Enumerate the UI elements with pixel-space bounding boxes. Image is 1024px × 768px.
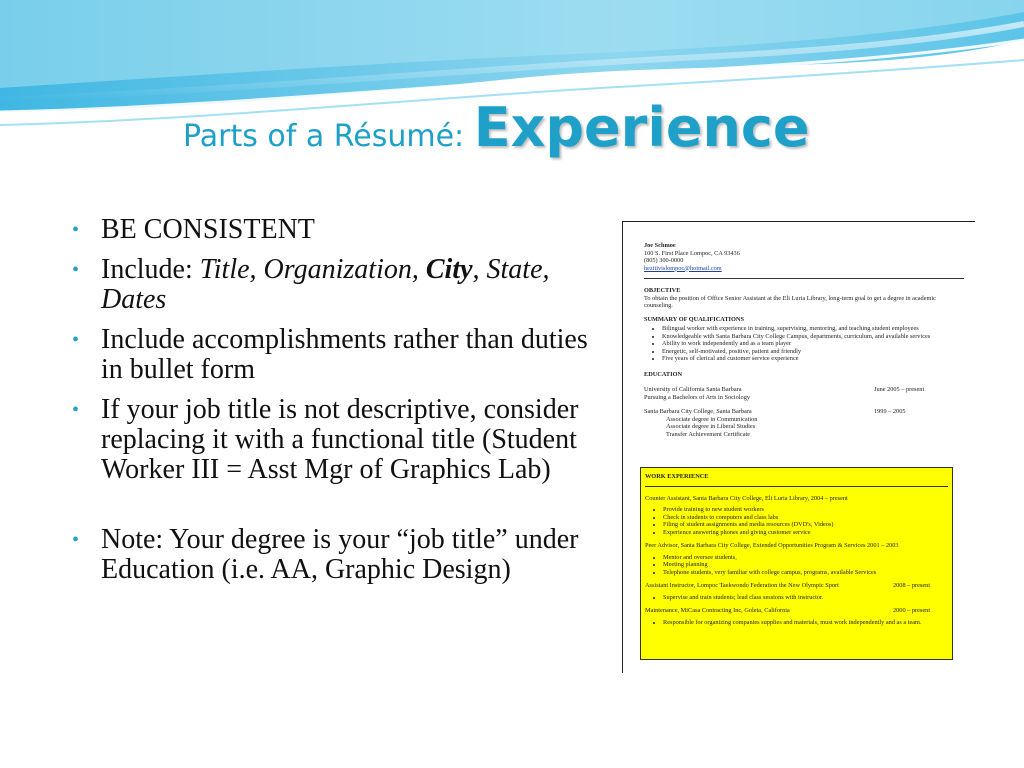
title-prefix: Parts of a Résumé: — [183, 119, 474, 154]
resume-divider — [644, 278, 964, 279]
list-item: • Provide training to new student workers — [663, 506, 948, 514]
bullet-italic-2: , State, Dates — [101, 254, 550, 315]
job1-title: Counter Assistant, Santa Barbara City College, Eli Luria Library, 2004 – present — [645, 494, 848, 502]
list-item: • Responsible for organizing companies supplies and materials, must work independently and as a team. — [663, 619, 948, 627]
bullet-text: If your job title is not descriptive, consider replacing it with a functional title (Student Worker III = Asst Mgr of Graphics Lab) — [101, 394, 579, 485]
job4-dates: 2000 – present — [893, 607, 931, 614]
list-item: • Ability to work independently and as a team player — [662, 340, 964, 348]
bullet-item — [72, 215, 612, 245]
bullet-text: Include accomplishments rather than duties in bullet form — [101, 324, 588, 385]
education-heading: EDUCATION — [644, 370, 683, 378]
work-heading: WORK EXPERIENCE — [645, 473, 948, 487]
bullet-glyph: • — [72, 329, 80, 351]
resume-phone: (805) 300-0000 — [644, 257, 684, 264]
list-item: • Filing of student assignments and media resources (DVD's, Videos) — [663, 521, 948, 529]
summary-heading: SUMMARY OF QUALIFICATIONS — [644, 315, 744, 323]
slide-title — [183, 96, 810, 159]
education-entry-1 — [644, 386, 964, 394]
job4-header — [645, 607, 948, 615]
edu2-detail: Transfer Achievement Certificate — [666, 430, 751, 438]
job3-title: Assistant Instructor, Lompoc Taekwondo Federation the New Olympic Sport — [645, 582, 839, 589]
summary-list — [654, 325, 964, 363]
edu2-dates: 1999 – 2005 — [874, 408, 906, 415]
bullet-prefix: Include: — [101, 254, 200, 285]
objective-heading: OBJECTIVE — [644, 287, 681, 294]
list-item: • Meeting planning — [663, 561, 948, 569]
bullet-glyph: • — [72, 259, 80, 281]
resume-address: 100 S. First Place Lompoc, CA 93436 — [644, 249, 740, 257]
resume-email-link[interactable]: hezitivislompoc@hotmail.com — [644, 264, 722, 272]
edu2-detail: Associate degree in Liberal Studies — [666, 423, 756, 430]
list-item: • Experience answering phones and giving customer service — [663, 529, 948, 537]
bullet-glyph: • — [72, 399, 80, 421]
bullet-text: BE CONSISTENT — [101, 214, 315, 245]
list-item: • Supervise and train students; lead class sessions with instructor. — [663, 594, 948, 602]
bullet-glyph: • — [72, 529, 80, 551]
list-item: • Telephone students, very familiar with college campus, programs, available Services — [663, 569, 948, 577]
edu2-school: Santa Barbara City College, Santa Barbara — [644, 408, 752, 415]
objective-text: To obtain the position of Office Senior Assistant at the Eli Luria Library, long-term goal to get a degree in academic counseling. — [644, 294, 936, 309]
bullet-bold-city: City — [425, 254, 473, 285]
bullet-list — [72, 215, 612, 595]
edu1-dates: June 2005 – present — [874, 386, 925, 393]
edu1-detail: Pursuing a Bachelors of Arts in Sociology — [644, 393, 750, 401]
job2-title: Peer Advisor, Santa Barbara City College, Extended Opportunities Program & Services 2001 – 2003 — [645, 542, 899, 549]
education-entry-2 — [644, 408, 964, 416]
bullet-glyph: • — [72, 219, 80, 241]
work-experience-highlight — [640, 467, 953, 660]
bullet-item — [72, 395, 612, 485]
bullet-item — [72, 525, 612, 585]
list-item: • Check in students to computers and class labs — [663, 514, 948, 522]
list-item: • Knowledgeable with Santa Barbara City College Campus, departments, curriculum, and available services — [662, 333, 964, 341]
job3-header — [645, 582, 948, 590]
edu2-detail: Associate degree in Communication — [666, 415, 758, 423]
list-item: • Mentor and oversee students, — [663, 554, 948, 562]
list-item: • Energetic, self-motivated, positive, patient and friendly — [662, 348, 964, 356]
job4-list — [655, 619, 948, 627]
job2-list — [655, 554, 948, 577]
job3-list — [655, 594, 948, 602]
bullet-item — [72, 325, 612, 385]
list-item: • Five years of clerical and customer service experience — [662, 355, 964, 363]
job1-list — [655, 506, 948, 536]
bullet-italic-1: Title, Organization, — [199, 254, 426, 285]
edu1-school: University of California Santa Barbara — [644, 386, 742, 393]
bullet-item — [72, 255, 612, 315]
job4-title: Maintenance, MiCasa Contracting Inc, Goleta, California — [645, 607, 790, 614]
bullet-text: Note: Your degree is your “job title” under Education (i.e. AA, Graphic Design) — [101, 524, 579, 585]
job3-dates: 2008 – present — [893, 582, 931, 589]
resume-name: Joe Schmoe — [644, 242, 676, 249]
list-item: • Bilingual worker with experience in training, supervising, mentoring, and teaching student employees — [662, 325, 964, 333]
title-main: Experience — [473, 96, 810, 159]
